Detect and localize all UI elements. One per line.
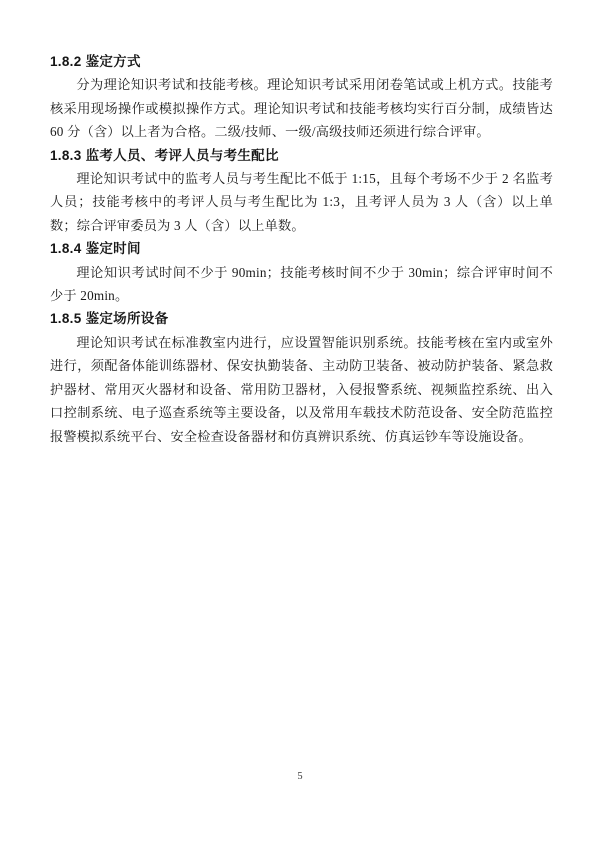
document-content bbox=[50, 50, 553, 448]
section-paragraph: 理论知识考试中的监考人员与考生配比不低于 1:15，且每个考场不少于 2 名监考人员；技能考核中的考评人员与考生配比为 1:3，且考评人员为 3 人（含）以上单数；综合评审委员为 3 人（含）以上单数。 bbox=[50, 171, 553, 233]
section-heading: 1.8.2 鉴定方式 bbox=[50, 54, 141, 69]
section-proctor-ratio bbox=[50, 144, 553, 238]
section-paragraph: 理论知识考试在标准教室内进行，应设置智能识别系统。技能考核在室内或室外进行，须配备体能训练器材、保安执勤装备、主动防卫装备、被动防护装备、紧急救护器材、常用灭火器材和设备、常用防卫器材，入侵报警系统、视频监控系统、出入口控制系统、电子巡查系统等主要设备，以及常用车载技术防范设备、安全防范监控报警模拟系统平台、安全检查设备器材和仿真辨识系统、仿真运钞车等设施设备。 bbox=[50, 334, 553, 444]
section-heading: 1.8.5 鉴定场所设备 bbox=[50, 311, 169, 327]
section-venue-equipment bbox=[50, 307, 553, 447]
section-assessment-method bbox=[50, 50, 553, 144]
section-heading: 1.8.4 鉴定时间 bbox=[50, 241, 141, 257]
section-heading: 1.8.3 监考人员、考评人员与考生配比 bbox=[50, 147, 279, 163]
section-paragraph: 分为理论知识考试和技能考核。理论知识考试采用闭卷笔试或上机方式。技能考核采用现场操作或模拟操作方式。理论知识考试和技能考核均实行百分制，成绩皆达 60 分（含）以上者为合格。二级/技师、一级/高级技师还须进行综合评审。 bbox=[50, 77, 553, 140]
section-paragraph: 理论知识考试时间不少于 90min；技能考核时间不少于 30min；综合评审时间不少于 20min。 bbox=[50, 264, 553, 304]
section-assessment-time bbox=[50, 237, 553, 307]
page-number: 5 bbox=[297, 771, 303, 782]
